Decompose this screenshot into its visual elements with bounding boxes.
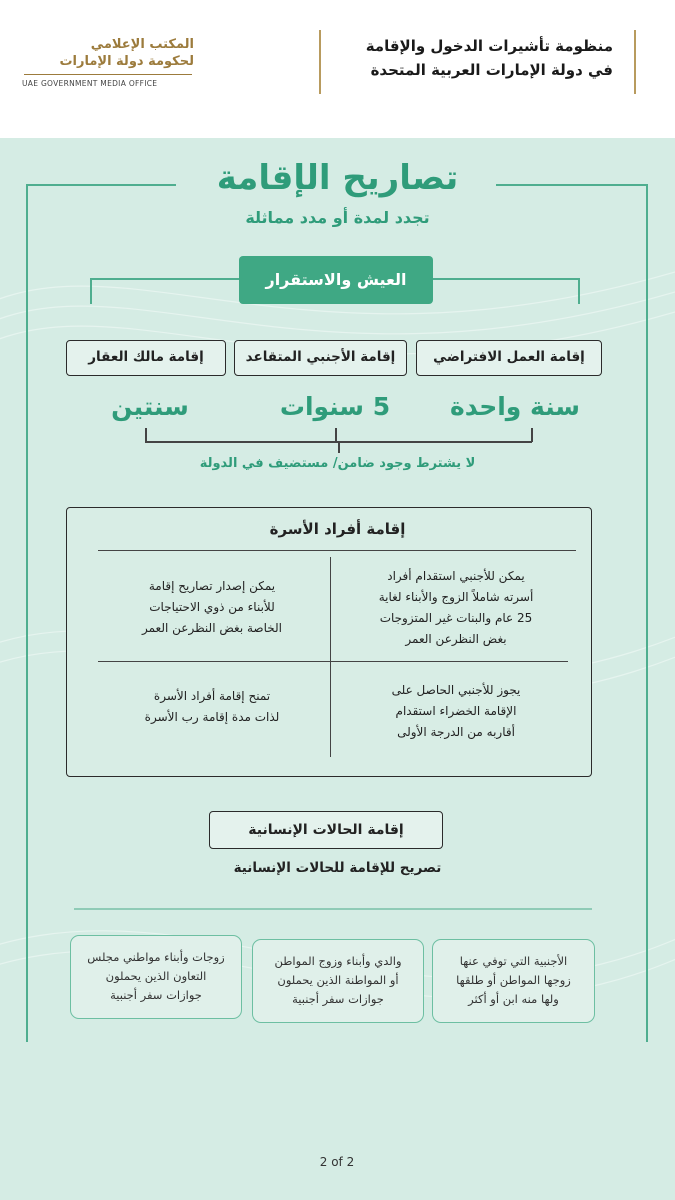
- family-cell-special-needs: [100, 576, 324, 639]
- humanitarian-title-box: إقامة الحالات الإنسانية: [209, 811, 443, 849]
- case-line: أو المواطنة الذين يحملون: [277, 973, 399, 987]
- cell-line: يمكن للأجنبي استقدام أفراد: [387, 569, 525, 583]
- duration-bracket-stem: [338, 441, 340, 453]
- family-title-rule: [98, 550, 576, 551]
- cell-line: يمكن إصدار تصاريح إقامة: [148, 579, 276, 593]
- case-line: جوازات سفر أجنبية: [292, 992, 384, 1006]
- media-office-logo: [22, 36, 194, 70]
- cell-line: للأبناء من ذوي الاحتياجات: [149, 600, 275, 614]
- frame-top-left: [26, 184, 176, 186]
- cell-line: تمنح إقامة أفراد الأسرة: [153, 689, 271, 703]
- category-bracket-left-drop: [90, 278, 92, 304]
- duration-bracket-tick-right: [531, 428, 533, 442]
- document-title: [366, 34, 613, 82]
- family-cell-duration: [100, 686, 324, 728]
- header-divider-left: [319, 30, 321, 94]
- category-bracket-right: [433, 278, 580, 280]
- cell-line: أقاربه من الدرجة الأولى: [397, 725, 515, 739]
- duration-property-owner: سنتين: [111, 392, 189, 421]
- case-line: التعاون الذين يحملون: [105, 969, 207, 983]
- duration-bracket-tick-left: [145, 428, 147, 442]
- frame-top-right: [496, 184, 648, 186]
- residency-box-virtual-work: إقامة العمل الافتراضي: [416, 340, 602, 376]
- residency-box-retired: إقامة الأجنبي المتقاعد: [234, 340, 407, 376]
- family-vertical-divider: [330, 557, 331, 757]
- section-subtitle: تجدد لمدة أو مدد مماثلة: [245, 208, 430, 227]
- logo-rule: [24, 74, 192, 75]
- header-divider-right: [634, 30, 636, 94]
- humanitarian-case-gcc: [70, 935, 242, 1019]
- case-line: جوازات سفر أجنبية: [110, 988, 202, 1002]
- cell-line: لذات مدة إقامة رب الأسرة: [144, 710, 280, 724]
- duration-retired: 5 سنوات: [279, 392, 391, 421]
- title-line-2: في دولة الإمارات العربية المتحدة: [370, 61, 613, 79]
- section-title: تصاريح الإقامة: [216, 158, 459, 198]
- cell-line: الإقامة الخضراء استقدام: [395, 704, 517, 718]
- humanitarian-case-relatives: [252, 939, 424, 1023]
- category-pill: العيش والاستقرار: [239, 256, 433, 304]
- logo-text-line-2: لحكومة دولة الإمارات: [59, 54, 194, 69]
- logo-text-line-1: المكتب الإعلامي: [90, 37, 194, 52]
- cell-line: الخاصة بغض النظرعن العمر: [142, 621, 282, 635]
- cell-line: 25 عام والبنات غير المتزوجات: [379, 611, 533, 625]
- case-line: والدي وأبناء وزوج المواطن: [274, 954, 402, 968]
- humanitarian-case-widow: [432, 939, 595, 1023]
- case-line: ولها منه ابن أو أكثر: [468, 992, 559, 1006]
- humanitarian-subtitle: تصريح للإقامة للحالات الإنسانية: [233, 860, 442, 876]
- family-title: إقامة أفراد الأسرة: [269, 520, 406, 538]
- cell-line: بغض النظرعن العمر: [405, 632, 507, 646]
- cell-line: أسرته شاملاً الزوج والأبناء لغاية: [378, 590, 534, 604]
- title-line-1: منظومة تأشيرات الدخول والإقامة: [365, 37, 613, 55]
- family-horizontal-divider: [98, 661, 568, 662]
- frame-right: [646, 184, 648, 1042]
- family-cell-sponsor-family: [340, 566, 572, 650]
- residency-box-property-owner: إقامة مالك العقار: [66, 340, 226, 376]
- case-line: زوجات وأبناء مواطني مجلس: [87, 950, 225, 964]
- page-indicator: 2 of 2: [319, 1155, 355, 1169]
- category-bracket-left: [90, 278, 239, 280]
- sponsor-note: لا يشترط وجود ضامن/ مستضيف في الدولة: [199, 456, 476, 471]
- cell-line: يجوز للأجنبي الحاصل على: [391, 683, 521, 697]
- category-bracket-right-drop: [578, 278, 580, 304]
- family-cell-green-residency: [340, 680, 572, 743]
- duration-bracket-tick-mid: [335, 428, 337, 442]
- case-line: زوجها المواطن أو طلقها: [456, 973, 571, 987]
- humanitarian-rule: [74, 908, 592, 910]
- frame-left: [26, 184, 28, 1042]
- duration-virtual-work: سنة واحدة: [450, 392, 580, 421]
- logo-english-text: UAE GOVERNMENT MEDIA OFFICE: [22, 79, 158, 88]
- case-line: الأجنبية التي توفي عنها: [459, 954, 568, 968]
